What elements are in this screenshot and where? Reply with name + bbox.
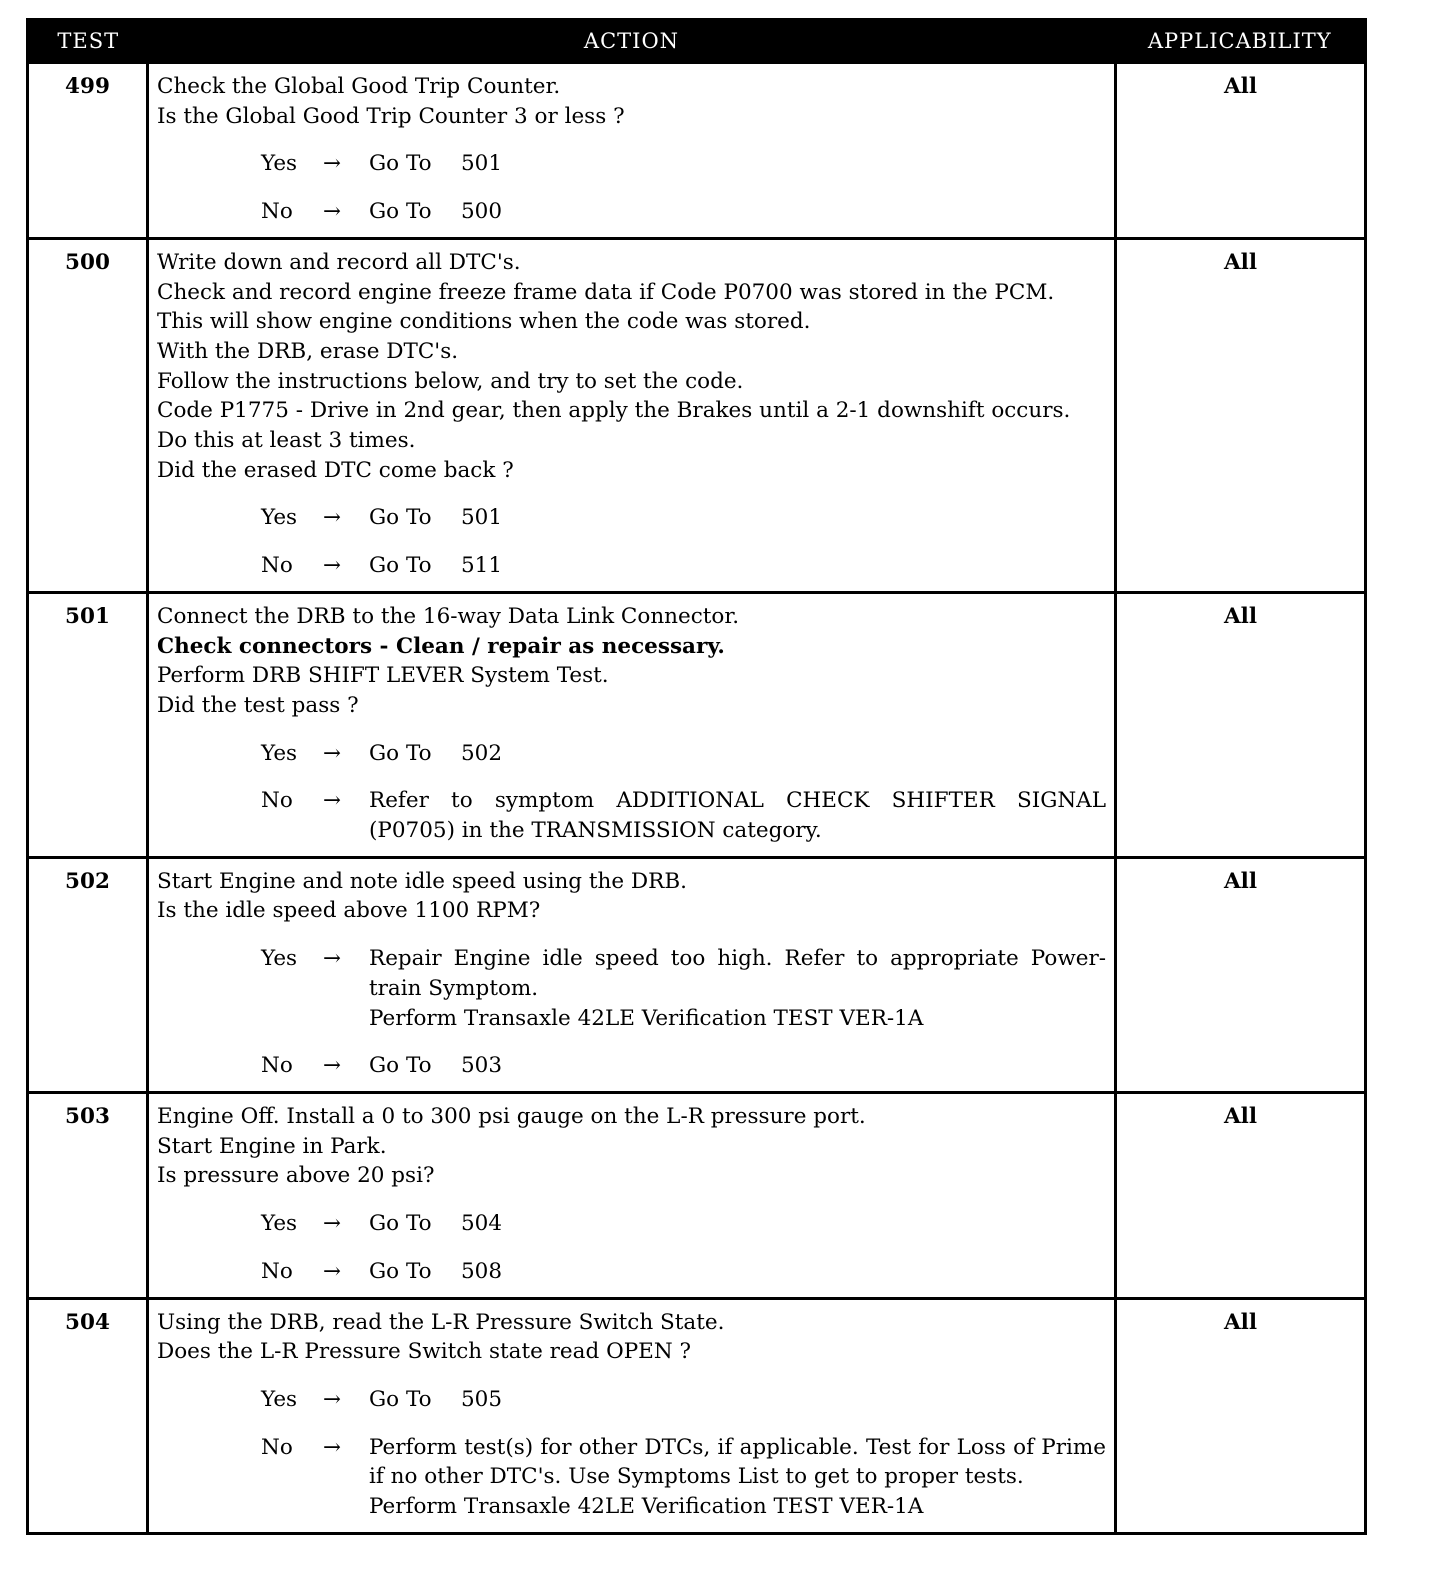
arrow-right-icon: → bbox=[323, 1211, 342, 1237]
arrow-right-icon: → bbox=[323, 740, 342, 766]
goto-target: 501 bbox=[461, 151, 503, 177]
goto-label: Go To bbox=[369, 151, 432, 177]
test-number: 499 bbox=[28, 63, 148, 239]
outcome-result-text: Perform test(s) for other DTCs, if applicable. Test for Loss of Prime if no other DTC's. Use Symptoms List to get to proper tests. bbox=[369, 1434, 1106, 1490]
arrow-right-icon: → bbox=[323, 1258, 342, 1284]
outcome-no bbox=[157, 1433, 1106, 1522]
header-test: TEST bbox=[28, 20, 148, 63]
action-line: This will show engine conditions when the code was stored. bbox=[157, 309, 811, 335]
outcome-label: Yes bbox=[261, 1386, 298, 1412]
table-row bbox=[28, 592, 1366, 857]
outcome-no bbox=[157, 197, 1106, 227]
outcome-label: No bbox=[261, 553, 293, 579]
goto-target: 511 bbox=[461, 553, 503, 579]
action-line: Start Engine and note idle speed using the DRB. bbox=[157, 868, 687, 894]
action-line: Connect the DRB to the 16-way Data Link Connector. bbox=[157, 603, 740, 629]
goto-target: 500 bbox=[461, 199, 503, 225]
arrow-right-icon: → bbox=[323, 1386, 342, 1412]
applicability-cell: All bbox=[1116, 1298, 1366, 1533]
action-cell bbox=[148, 1092, 1116, 1298]
outcome-result-text: Repair Engine idle speed too high. Refer to appropriate Power-train Symptom. bbox=[369, 946, 1106, 1001]
arrow-right-icon: → bbox=[323, 946, 342, 972]
goto-label: Go To bbox=[369, 1386, 432, 1412]
outcome-list bbox=[157, 944, 1106, 1081]
goto-target: 502 bbox=[461, 740, 503, 766]
outcome-list bbox=[157, 1385, 1106, 1522]
arrow-right-icon: → bbox=[323, 199, 342, 225]
action-line: Is the idle speed above 1100 RPM? bbox=[157, 898, 541, 924]
arrow-right-icon: → bbox=[323, 788, 342, 814]
diagnostic-test-table bbox=[26, 18, 1367, 1535]
goto-label: Go To bbox=[369, 505, 432, 531]
action-line: Check the Global Good Trip Counter. bbox=[157, 74, 561, 99]
outcome-yes bbox=[157, 1209, 1106, 1239]
goto-label: Go To bbox=[369, 740, 432, 766]
action-line: Write down and record all DTC's. bbox=[157, 249, 521, 275]
outcome-no bbox=[157, 1257, 1106, 1287]
outcome-label: No bbox=[261, 1258, 293, 1284]
outcome-result bbox=[369, 1385, 1106, 1415]
goto-target: 508 bbox=[461, 1258, 503, 1284]
arrow-right-icon: → bbox=[323, 505, 342, 531]
outcome-result bbox=[369, 551, 1106, 581]
outcome-result bbox=[369, 1257, 1106, 1287]
action-line: Code P1775 - Drive in 2nd gear, then apply the Brakes until a 2-1 downshift occurs. bbox=[157, 398, 1071, 424]
table-row bbox=[28, 63, 1366, 239]
outcome-no bbox=[157, 1051, 1106, 1081]
outcome-result-text-2: Perform Transaxle 42LE Verification TEST VER-1A bbox=[369, 1494, 924, 1520]
test-number: 503 bbox=[28, 1092, 148, 1298]
outcome-list bbox=[157, 1209, 1106, 1286]
outcome-label: No bbox=[261, 788, 293, 814]
header-action: ACTION bbox=[148, 20, 1116, 63]
test-number: 501 bbox=[28, 592, 148, 857]
outcome-no bbox=[157, 786, 1106, 845]
action-line: Perform DRB SHIFT LEVER System Test. bbox=[157, 663, 609, 689]
table-row bbox=[28, 238, 1366, 592]
action-line: Using the DRB, read the L-R Pressure Switch State. bbox=[157, 1309, 725, 1335]
arrow-right-icon: → bbox=[323, 1053, 342, 1079]
outcome-label: Yes bbox=[261, 946, 298, 972]
action-line: Check and record engine freeze frame data if Code P0700 was stored in the PCM. bbox=[157, 279, 1055, 305]
applicability-cell: All bbox=[1116, 63, 1366, 239]
test-number: 502 bbox=[28, 857, 148, 1092]
outcome-label: No bbox=[261, 1053, 293, 1079]
outcome-result bbox=[369, 1051, 1106, 1081]
outcome-label: Yes bbox=[261, 505, 298, 531]
outcome-result bbox=[369, 503, 1106, 533]
action-cell bbox=[148, 857, 1116, 1092]
outcome-result bbox=[369, 1209, 1106, 1239]
goto-target: 505 bbox=[461, 1386, 503, 1412]
outcome-list bbox=[157, 503, 1106, 580]
action-line: Follow the instructions below, and try to set the code. bbox=[157, 368, 744, 394]
goto-label: Go To bbox=[369, 1258, 432, 1284]
action-line: Is the Global Good Trip Counter 3 or less ? bbox=[157, 103, 625, 129]
action-line: Is pressure above 20 psi? bbox=[157, 1163, 435, 1189]
test-number: 500 bbox=[28, 238, 148, 592]
outcome-result-text: Refer to symptom ADDITIONAL CHECK SHIFTER SIGNAL (P0705) in the TRANSMISSION category. bbox=[369, 788, 1106, 844]
outcome-result bbox=[369, 944, 1106, 1033]
arrow-right-icon: → bbox=[323, 553, 342, 579]
applicability-cell: All bbox=[1116, 1092, 1366, 1298]
outcome-list bbox=[157, 149, 1106, 226]
goto-target: 504 bbox=[461, 1211, 503, 1237]
applicability-cell: All bbox=[1116, 238, 1366, 592]
action-line-bold: Check connectors - Clean / repair as necessary. bbox=[157, 633, 725, 659]
goto-label: Go To bbox=[369, 1053, 432, 1079]
header-applicability: APPLICABILITY bbox=[1116, 20, 1366, 63]
action-cell bbox=[148, 238, 1116, 592]
action-cell bbox=[148, 1298, 1116, 1533]
table-row bbox=[28, 857, 1366, 1092]
action-line: Start Engine in Park. bbox=[157, 1133, 387, 1159]
table-row bbox=[28, 1092, 1366, 1298]
outcome-result bbox=[369, 149, 1106, 179]
arrow-right-icon: → bbox=[323, 151, 342, 177]
action-line: Did the erased DTC come back ? bbox=[157, 457, 514, 483]
applicability-cell: All bbox=[1116, 857, 1366, 1092]
goto-target: 501 bbox=[461, 505, 503, 531]
outcome-label: Yes bbox=[261, 1211, 298, 1237]
goto-label: Go To bbox=[369, 1211, 432, 1237]
outcome-result bbox=[369, 197, 1106, 227]
goto-target: 503 bbox=[461, 1053, 503, 1079]
outcome-label: Yes bbox=[261, 151, 298, 177]
arrow-right-icon: → bbox=[323, 1434, 342, 1460]
applicability-cell: All bbox=[1116, 592, 1366, 857]
action-cell bbox=[148, 592, 1116, 857]
outcome-label: No bbox=[261, 1434, 293, 1460]
outcome-list bbox=[157, 739, 1106, 846]
table-row bbox=[28, 1298, 1366, 1533]
outcome-yes bbox=[157, 944, 1106, 1033]
diagnostic-table-container bbox=[26, 18, 1364, 1535]
outcome-label: Yes bbox=[261, 740, 298, 766]
outcome-label: No bbox=[261, 199, 293, 225]
action-line: Do this at least 3 times. bbox=[157, 428, 416, 454]
outcome-yes bbox=[157, 149, 1106, 179]
outcome-result bbox=[369, 1433, 1106, 1522]
action-line: Did the test pass ? bbox=[157, 692, 359, 718]
header-row bbox=[28, 20, 1366, 63]
goto-label: Go To bbox=[369, 199, 432, 225]
action-line: Does the L-R Pressure Switch state read OPEN ? bbox=[157, 1339, 692, 1365]
action-line: Engine Off. Install a 0 to 300 psi gauge on the L-R pressure port. bbox=[157, 1103, 866, 1129]
outcome-yes bbox=[157, 739, 1106, 769]
action-line: With the DRB, erase DTC's. bbox=[157, 338, 459, 364]
outcome-yes bbox=[157, 503, 1106, 533]
outcome-yes bbox=[157, 1385, 1106, 1415]
table-header bbox=[28, 20, 1366, 63]
action-cell bbox=[148, 63, 1116, 239]
outcome-result bbox=[369, 739, 1106, 769]
outcome-no bbox=[157, 551, 1106, 581]
goto-label: Go To bbox=[369, 553, 432, 579]
test-number: 504 bbox=[28, 1298, 148, 1533]
outcome-result-text-2: Perform Transaxle 42LE Verification TEST VER-1A bbox=[369, 1005, 924, 1031]
table-body bbox=[28, 63, 1366, 1534]
